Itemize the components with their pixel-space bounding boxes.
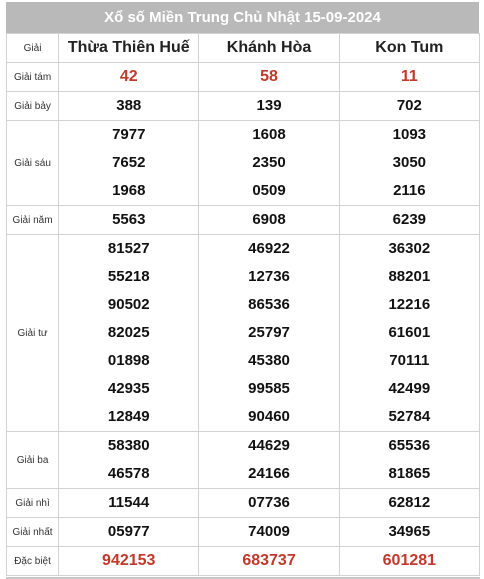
prize-number: 46922 — [248, 240, 290, 257]
prize-number: 12849 — [107, 408, 150, 425]
prize-cell — [59, 206, 199, 235]
prize-cell — [199, 432, 339, 489]
prize-number: 11 — [400, 68, 418, 85]
prize-number: 1608 — [252, 126, 286, 143]
results-table — [6, 33, 480, 576]
prize-label: Giải tư — [7, 235, 59, 432]
prize-cell — [59, 235, 199, 432]
prize-cell — [339, 92, 479, 121]
prize-cell — [199, 235, 339, 432]
prize-number: 05977 — [107, 523, 150, 540]
prize-cell — [339, 489, 479, 518]
prize-number: 11544 — [108, 494, 150, 511]
prize-number: 7652 — [112, 154, 146, 171]
prize-number: 2350 — [252, 154, 286, 171]
prize-cell — [199, 92, 339, 121]
prize-number: 52784 — [388, 408, 431, 425]
prize-number: 90502 — [107, 296, 150, 313]
prize-cell — [199, 63, 339, 92]
prize-number: 1968 — [112, 182, 146, 199]
prize-cell — [59, 432, 199, 489]
prize-number: 36302 — [388, 240, 431, 257]
prize-number: 6239 — [392, 211, 427, 228]
prize-number: 74009 — [248, 523, 290, 540]
prize-label: Giải nhì — [7, 489, 59, 518]
prize-number: 139 — [256, 97, 282, 114]
prize-cell — [339, 518, 479, 547]
province-header-khanh-hoa[interactable]: Khánh Hòa — [199, 34, 339, 63]
prize-number: 12216 — [388, 296, 431, 313]
prize-cell — [59, 489, 199, 518]
prize-row — [7, 547, 480, 576]
prize-row — [7, 63, 480, 92]
prize-number: 42 — [119, 68, 138, 85]
prize-number: 683737 — [242, 552, 296, 569]
prize-label: Giải tám — [7, 63, 59, 92]
prize-cell — [199, 518, 339, 547]
prize-label: Giải nhất — [7, 518, 59, 547]
prize-number: 88201 — [388, 268, 431, 285]
prize-number: 601281 — [382, 552, 437, 569]
prize-cell — [339, 206, 479, 235]
prize-number: 65536 — [388, 437, 431, 454]
header-row — [7, 34, 480, 63]
prize-cell — [339, 63, 479, 92]
prize-cell — [339, 432, 479, 489]
province-header-hue[interactable]: Thừa Thiên Huế — [59, 34, 199, 63]
prize-row — [7, 518, 480, 547]
prize-number: 82025 — [107, 324, 150, 341]
prize-cell — [59, 518, 199, 547]
prize-number: 0509 — [252, 182, 286, 199]
prize-number: 55218 — [107, 268, 150, 285]
prize-number: 388 — [116, 97, 142, 114]
prize-number: 90460 — [248, 408, 290, 425]
prize-number: 58 — [260, 68, 278, 85]
results-title: Xổ số Miền Trung Chủ Nhật 15-09-2024 — [6, 2, 479, 33]
prize-cell — [59, 121, 199, 206]
prize-cell — [59, 63, 199, 92]
prize-cell — [199, 121, 339, 206]
prize-number: 45380 — [248, 352, 290, 369]
prize-label: Giải sáu — [7, 121, 59, 206]
prize-number: 12736 — [248, 268, 290, 285]
prize-number: 24166 — [248, 465, 290, 482]
prize-row — [7, 121, 480, 206]
prize-number: 99585 — [248, 380, 290, 397]
prize-number: 61601 — [388, 324, 431, 341]
prize-row — [7, 206, 480, 235]
prize-cell — [339, 121, 479, 206]
prize-row — [7, 489, 480, 518]
prize-number: 3050 — [392, 154, 427, 171]
prize-number: 6908 — [252, 211, 286, 228]
prize-number: 5563 — [112, 211, 146, 228]
prize-number: 44629 — [248, 437, 290, 454]
prize-label: Đặc biệt — [7, 547, 59, 576]
prize-number: 70111 — [389, 352, 430, 369]
prize-number: 81527 — [107, 240, 150, 257]
prize-cell — [59, 92, 199, 121]
prize-number: 01898 — [107, 352, 150, 369]
prize-number: 942153 — [102, 552, 156, 569]
prize-cell — [339, 235, 479, 432]
prize-number: 58380 — [107, 437, 150, 454]
prize-cell — [339, 547, 479, 576]
prize-number: 07736 — [248, 494, 290, 511]
prize-cell — [199, 206, 339, 235]
prize-number: 34965 — [388, 523, 431, 540]
prize-number: 81865 — [388, 465, 431, 482]
prize-cell — [199, 547, 339, 576]
prize-row — [7, 235, 480, 432]
prize-number: 7977 — [112, 126, 146, 143]
prize-number: 62812 — [388, 494, 431, 511]
prize-number: 86536 — [248, 296, 290, 313]
prize-number: 25797 — [248, 324, 290, 341]
header-prize-label: Giải — [7, 34, 59, 63]
prize-number: 42499 — [388, 380, 431, 397]
prize-row — [7, 432, 480, 489]
province-header-kon-tum[interactable]: Kon Tum — [339, 34, 479, 63]
prize-number: 1093 — [392, 126, 427, 143]
prize-number: 46578 — [107, 465, 150, 482]
prize-number: 702 — [396, 97, 422, 114]
prize-cell — [199, 489, 339, 518]
prize-label: Giải năm — [7, 206, 59, 235]
prize-label: Giải bảy — [7, 92, 59, 121]
prize-row — [7, 92, 480, 121]
prize-cell — [59, 547, 199, 576]
prize-number: 42935 — [107, 380, 150, 397]
prize-number: 2116 — [393, 182, 426, 199]
prize-label: Giải ba — [7, 432, 59, 489]
